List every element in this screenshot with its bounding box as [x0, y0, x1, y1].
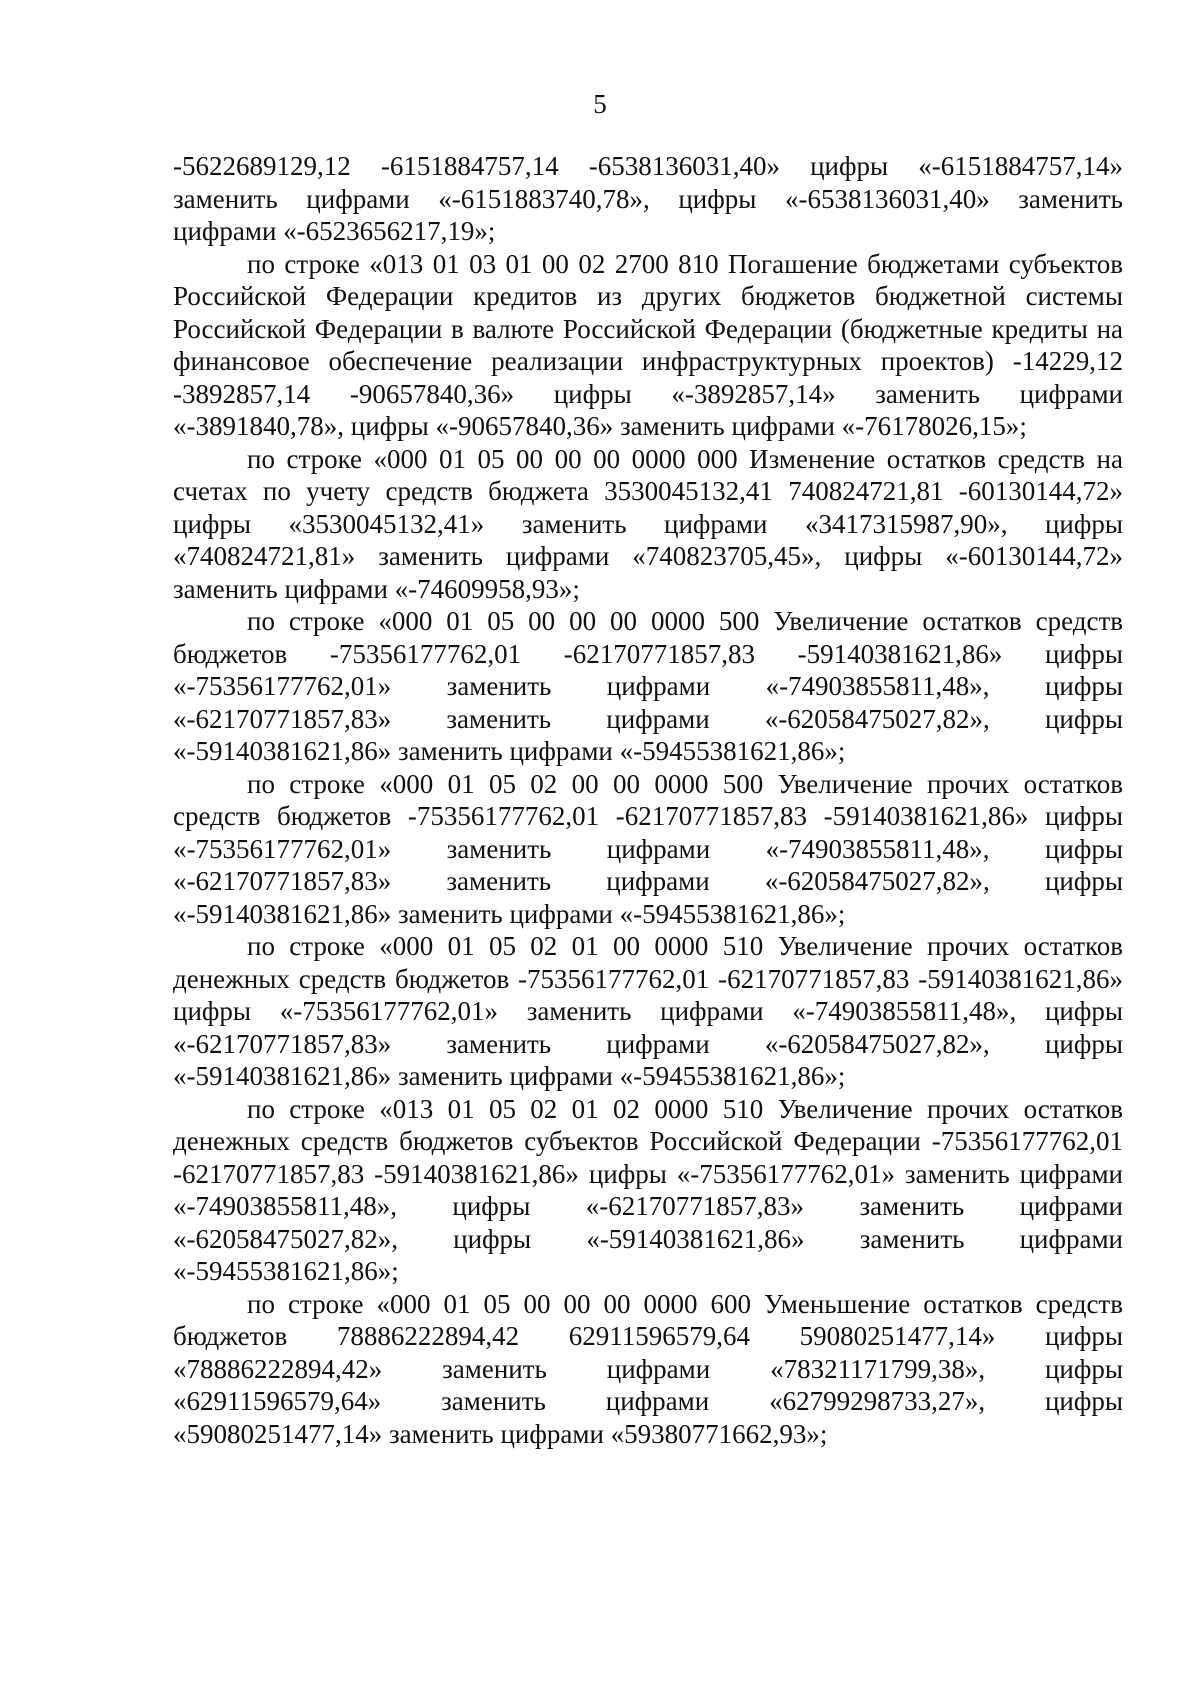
paragraph-line-013-01-05-02-01-02-0000-510: по строке «013 01 05 02 01 02 0000 510 Увеличение прочих остатков денежных средств бюджетов субъектов Российской Федерации -75356177762,01 -62170771857,83 -59140381621,86» цифры «-75356177762,01» заменить цифрами «-74903855811,48», цифры «-62170771857,83» заменить цифрами «-62058475027,82», цифры «-59140381621,86» заменить цифрами «-59455381621,86»; [173, 1093, 1123, 1286]
paragraph-line-000-01-05-02-00-00-0000-500: по строке «000 01 05 02 00 00 0000 500 Увеличение прочих остатков средств бюджетов -75356177762,01 -62170771857,83 -59140381621,86» цифры «-75356177762,01» заменить цифрами «-74903855811,48», цифры «-62170771857,83» заменить цифрами «-62058475027,82», цифры «-59140381621,86» заменить цифрами «-59455381621,86»; [173, 768, 1123, 929]
paragraph-line-000-01-05-00-00-00-0000-000: по строке «000 01 05 00 00 00 0000 000 Изменение остатков средств на счетах по учету средств бюджета 3530045132,41 740824721,81 -60130144,72» цифры «3530045132,41» заменить цифрами «3417315987,90», цифры «740824721,81» заменить цифрами «740823705,45», цифры «-60130144,72» заменить цифрами «-74609958,93»; [173, 443, 1123, 604]
paragraph-continuation: -5622689129,12 -6151884757,14 -6538136031,40» цифры «-6151884757,14» заменить цифрами «-6151883740,78», цифры «-6538136031,40» заменить цифрами «-6523656217,19»; [173, 151, 1123, 246]
document-body [173, 150, 1123, 1450]
paragraph-line-000-01-05-00-00-00-0000-500: по строке «000 01 05 00 00 00 0000 500 Увеличение остатков средств бюджетов -75356177762,01 -62170771857,83 -59140381621,86» цифры «-75356177762,01» заменить цифрами «-74903855811,48», цифры «-62170771857,83» заменить цифрами «-62058475027,82», цифры «-59140381621,86» заменить цифрами «-59455381621,86»; [173, 606, 1123, 766]
paragraph-line-000-01-05-00-00-00-0000-600: по строке «000 01 05 00 00 00 0000 600 Уменьшение остатков средств бюджетов 78886222894,42 62911596579,64 59080251477,14» цифры «78886222894,42» заменить цифрами «78321171799,38», цифры «62911596579,64» заменить цифрами «62799298733,27», цифры «59080251477,14» заменить цифрами «59380771662,93»; [173, 1288, 1123, 1449]
paragraph-line-013-01-03-01-00-02-2700-810: по строке «013 01 03 01 00 02 2700 810 Погашение бюджетами субъектов Российской Федерации кредитов из других бюджетов бюджетной системы Российской Федерации в валюте Российской Федерации (бюджетные кредиты на финансовое обеспечение реализации инфраструктурных проектов) -14229,12 -3892857,14 -90657840,36» цифры «-3892857,14» заменить цифрами «-3891840,78», цифры «-90657840,36» заменить цифрами «-76178026,15»; [173, 248, 1123, 441]
page-number: 5 [593, 89, 607, 119]
paragraph-line-000-01-05-02-01-00-0000-510: по строке «000 01 05 02 01 00 0000 510 Увеличение прочих остатков денежных средств бюджетов -75356177762,01 -62170771857,83 -59140381621,86» цифры «-75356177762,01» заменить цифрами «-74903855811,48», цифры «-62170771857,83» заменить цифрами «-62058475027,82», цифры «-59140381621,86» заменить цифрами «-59455381621,86»; [173, 931, 1123, 1091]
